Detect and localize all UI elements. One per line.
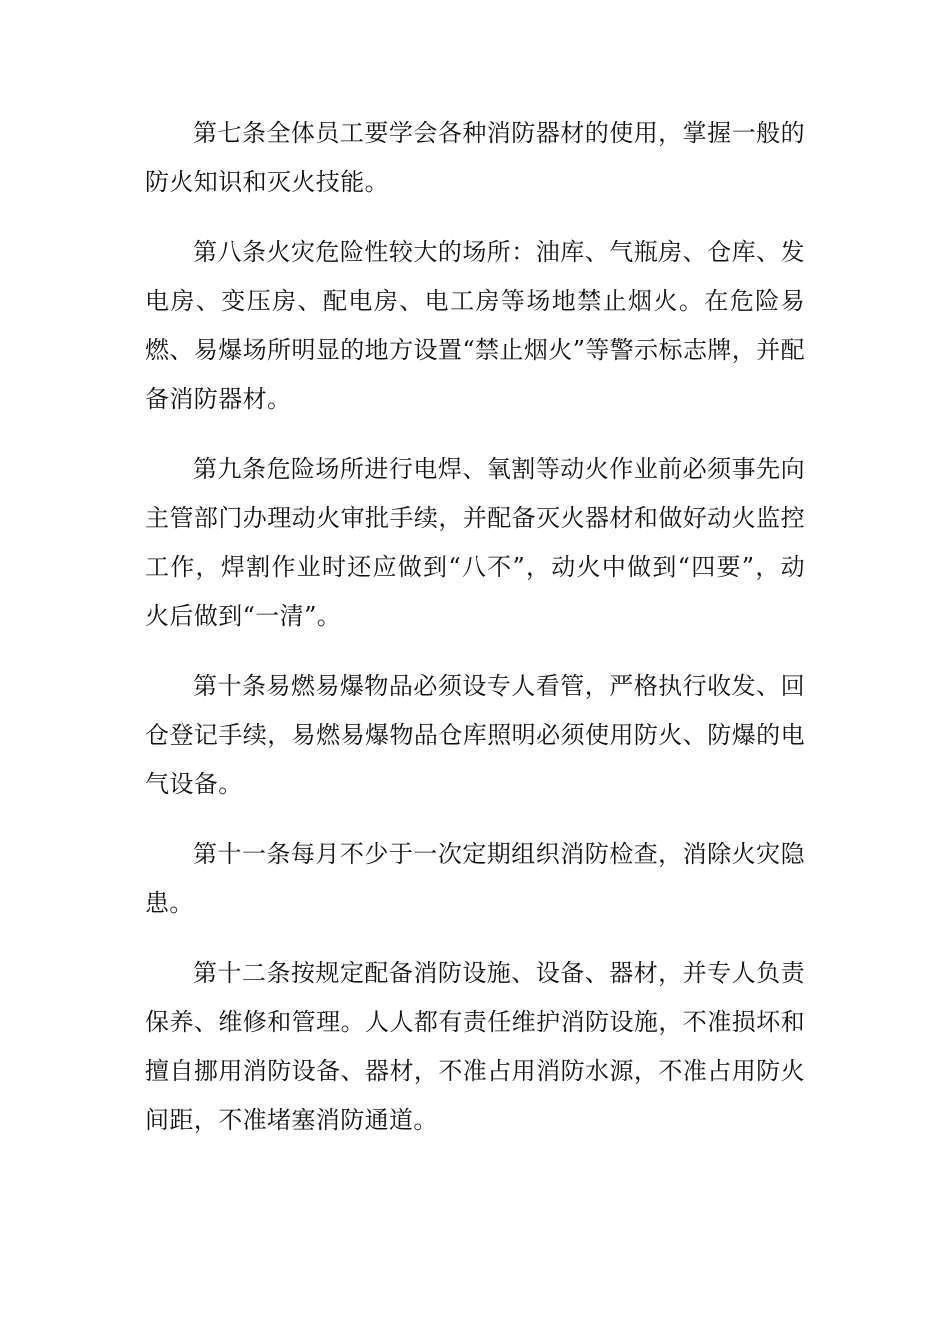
article-7-paragraph: 第七条全体员工要学会各种消防器材的使用，掌握一般的防火知识和灭火技能。: [145, 119, 805, 196]
article-12-paragraph: 第十二条按规定配备消防设施、设备、器材，并专人负责保养、维修和管理。人人都有责任维护消防设施，不准损坏和擅自挪用消防设备、器材，不准占用消防水源，不准占用防火间距，不准堵塞消防通道。: [145, 959, 805, 1134]
article-9-paragraph: 第九条危险场所进行电焊、氧割等动火作业前必须事先向主管部门办理动火审批手续，并配备灭火器材和做好动火监控工作，焊割作业时还应做到“八不”，动火中做到“四要”，动火后做到“一清”。: [145, 455, 805, 630]
article-11-paragraph: 第十一条每月不少于一次定期组织消防检查，消除火灾隐患。: [145, 840, 805, 917]
article-10-paragraph: 第十条易燃易爆物品必须设专人看管，严格执行收发、回仓登记手续，易燃易爆物品仓库照明必须使用防火、防爆的电气设备。: [145, 672, 805, 798]
article-8-paragraph: 第八条火灾危险性较大的场所：油库、气瓶房、仓库、发电房、变压房、配电房、电工房等场地禁止烟火。在危险易燃、易爆场所明显的地方设置“禁止烟火”等警示标志牌，并配备消防器材。: [145, 238, 805, 413]
document-body: [145, 109, 805, 1166]
